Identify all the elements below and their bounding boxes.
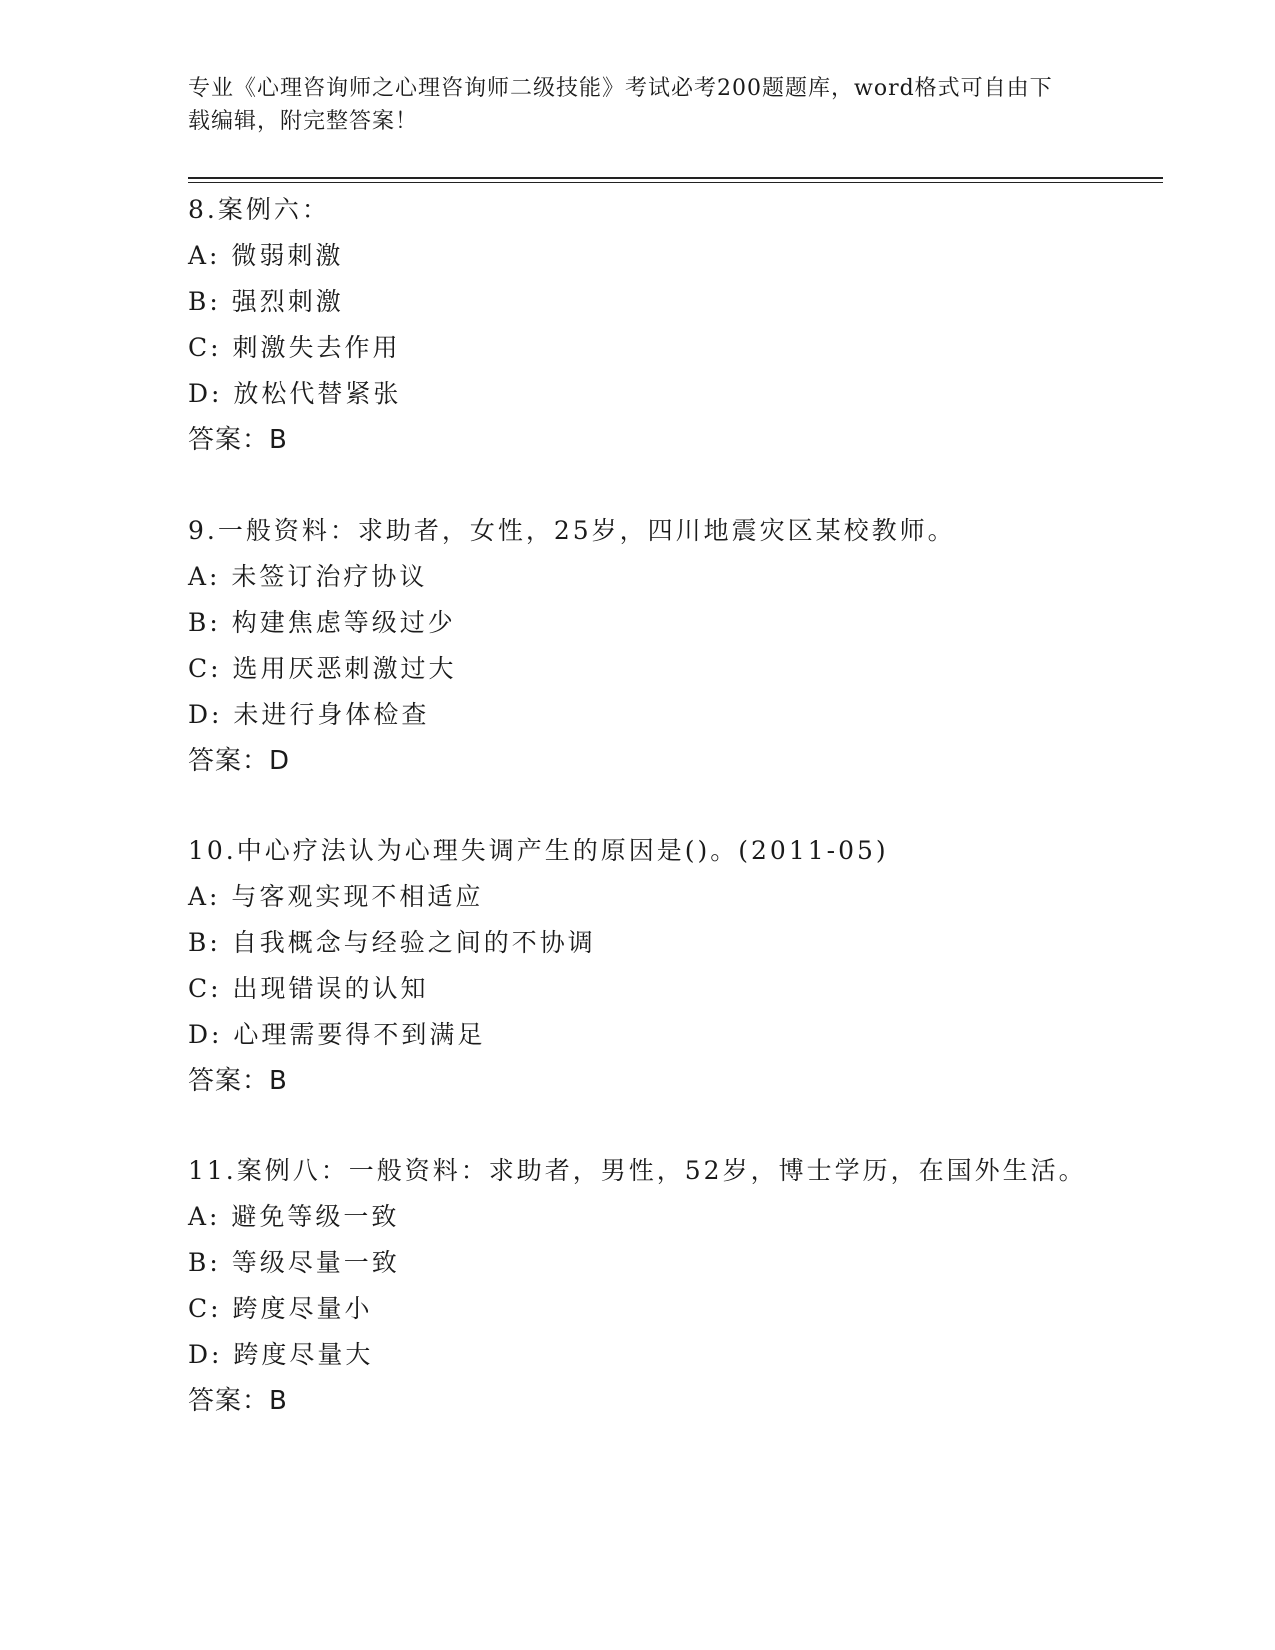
- option-b: B: 强烈刺激: [188, 287, 344, 316]
- option-c: C: 出现错误的认知: [188, 974, 429, 1003]
- option-a: A: 微弱刺激: [188, 241, 344, 270]
- question-11: [188, 1148, 1108, 1424]
- option-d: D: 放松代替紧张: [188, 379, 402, 408]
- option-c: C: 选用厌恶刺激过大: [188, 654, 457, 683]
- answer-line: 答案：D: [188, 746, 291, 776]
- answer-line: 答案：B: [188, 1066, 288, 1096]
- option-a: A: 避免等级一致: [188, 1202, 400, 1231]
- question-stem: 10.中心疗法认为心理失调产生的原因是()。(2011-05): [188, 836, 889, 865]
- option-d: D: 未进行身体检查: [188, 700, 430, 729]
- option-c: C: 跨度尽量小: [188, 1294, 373, 1323]
- header-divider-thick: [188, 177, 1163, 179]
- document-header: 专业《心理咨询师之心理咨询师二级技能》考试必考200题题库，word格式可自由下载编辑，附完整答案！: [188, 76, 1053, 134]
- option-a: A: 与客观实现不相适应: [188, 882, 484, 911]
- option-d: D: 跨度尽量大: [188, 1340, 374, 1369]
- question-10: [188, 828, 1108, 1104]
- option-b: B: 自我概念与经验之间的不协调: [188, 928, 596, 957]
- option-b: B: 构建焦虑等级过少: [188, 608, 456, 637]
- header-divider-thin: [188, 182, 1163, 183]
- option-a: A: 未签订治疗协议: [188, 562, 428, 591]
- option-c: C: 刺激失去作用: [188, 333, 401, 362]
- question-9: [188, 508, 1108, 784]
- option-d: D: 心理需要得不到满足: [188, 1020, 486, 1049]
- answer-line: 答案：B: [188, 1386, 288, 1416]
- question-stem: 9.一般资料：求助者，女性，25岁，四川地震灾区某校教师。: [188, 516, 956, 545]
- question-stem: 8.案例六：: [188, 195, 330, 224]
- answer-line: 答案：B: [188, 425, 288, 455]
- option-b: B: 等级尽量一致: [188, 1248, 400, 1277]
- question-stem: 11.案例八：一般资料：求助者，男性，52岁，博士学历，在国外生活。: [188, 1156, 1087, 1185]
- question-8: [188, 187, 1108, 463]
